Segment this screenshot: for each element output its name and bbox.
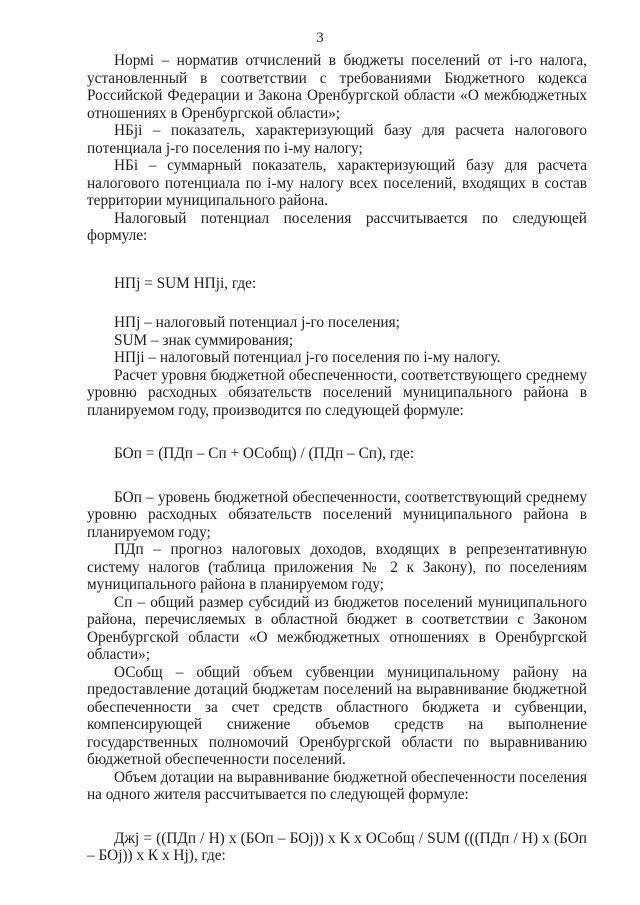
definition-subsidies: Сп – общий размер субсидий из бюджетов поселений муниципального района, перечисляемых в областной бюджет в соответствии с Законом Оренбургской области «О межбюджетных отношениях в Оренбургской области»; [87, 593, 587, 663]
page-number: 3 [316, 30, 324, 46]
definition-norm: Нормi – норматив отчислений в бюджеты поселений от i-го налога, установленный в соответствии с требованиями Бюджетного кодекса Российской Федерации и Закона Оренбургской области «О межбюджетных отношениях в Оренбургской области»; [87, 52, 587, 122]
definition-tax-revenue-forecast: ПДп – прогноз налоговых доходов, входящих в репрезентативную систему налогов (таблица приложения № 2 к Закону), по поселениям муниципального района в планируемом году; [87, 541, 587, 593]
tax-potential-intro: Налоговый потенциал поселения рассчитывается по следующей формуле: [87, 209, 587, 244]
definition-subvention: ОСобщ – общий объем субвенции муниципальному району на предоставление дотаций бюджетам поселений на выравнивание бюджетной обеспеченности за счет средств областного бюджета и субвенции, компенсирующей снижение объемов средств на выполнение государственных полномочий Оренбургской области по выравниванию бюджетной обеспеченности поселений. [87, 663, 587, 768]
formula-subsidy-per-capita: Джj = ((ПДп / Н) х (БОп – БОj)) х К х ОСобщ / SUM (((ПДп / Н) х (БОп – БОj)) х К х Нj), где: [87, 829, 587, 864]
definition-tax-base-settlement: НБji – показатель, характеризующий базу для расчета налогового потенциала j-го поселения по i-му налогу; [87, 122, 587, 157]
definition-tax-potential-by-tax: НПji – налоговый потенциал j-го поселения по i-му налогу. [114, 349, 501, 366]
definition-fiscal-capacity: БОп – уровень бюджетной обеспеченности, соответствующий среднему уровню расходных обязательств поселений муниципального района в планируемом году; [87, 488, 587, 541]
formula-tax-potential: НПj = SUM НПji, где: [114, 274, 257, 292]
formula-fiscal-capacity: БОп = (ПДп – Сп + ОСобщ) / (ПДп – Сп), где: [114, 445, 415, 462]
definition-sum: SUM – знак суммирования; [114, 331, 294, 349]
subsidy-per-capita-intro: Объем дотации на выравнивание бюджетной обеспеченности поселения на одного жителя рассчитывается по следующей формуле: [87, 768, 587, 803]
definition-tax-potential: НПj – налоговый потенциал j-го поселения; [114, 314, 400, 331]
document-body [87, 52, 587, 865]
fiscal-capacity-intro: Расчет уровня бюджетной обеспеченности, соответствующего среднему уровню расходных обязательств поселений муниципального района в планируемом году, производится по следующей формуле: [87, 366, 587, 419]
definition-tax-base-total: НБi – суммарный показатель, характеризующий базу для расчета налогового потенциала по i-му налогу всех поселений, входящих в состав территории муниципального района. [87, 157, 587, 209]
